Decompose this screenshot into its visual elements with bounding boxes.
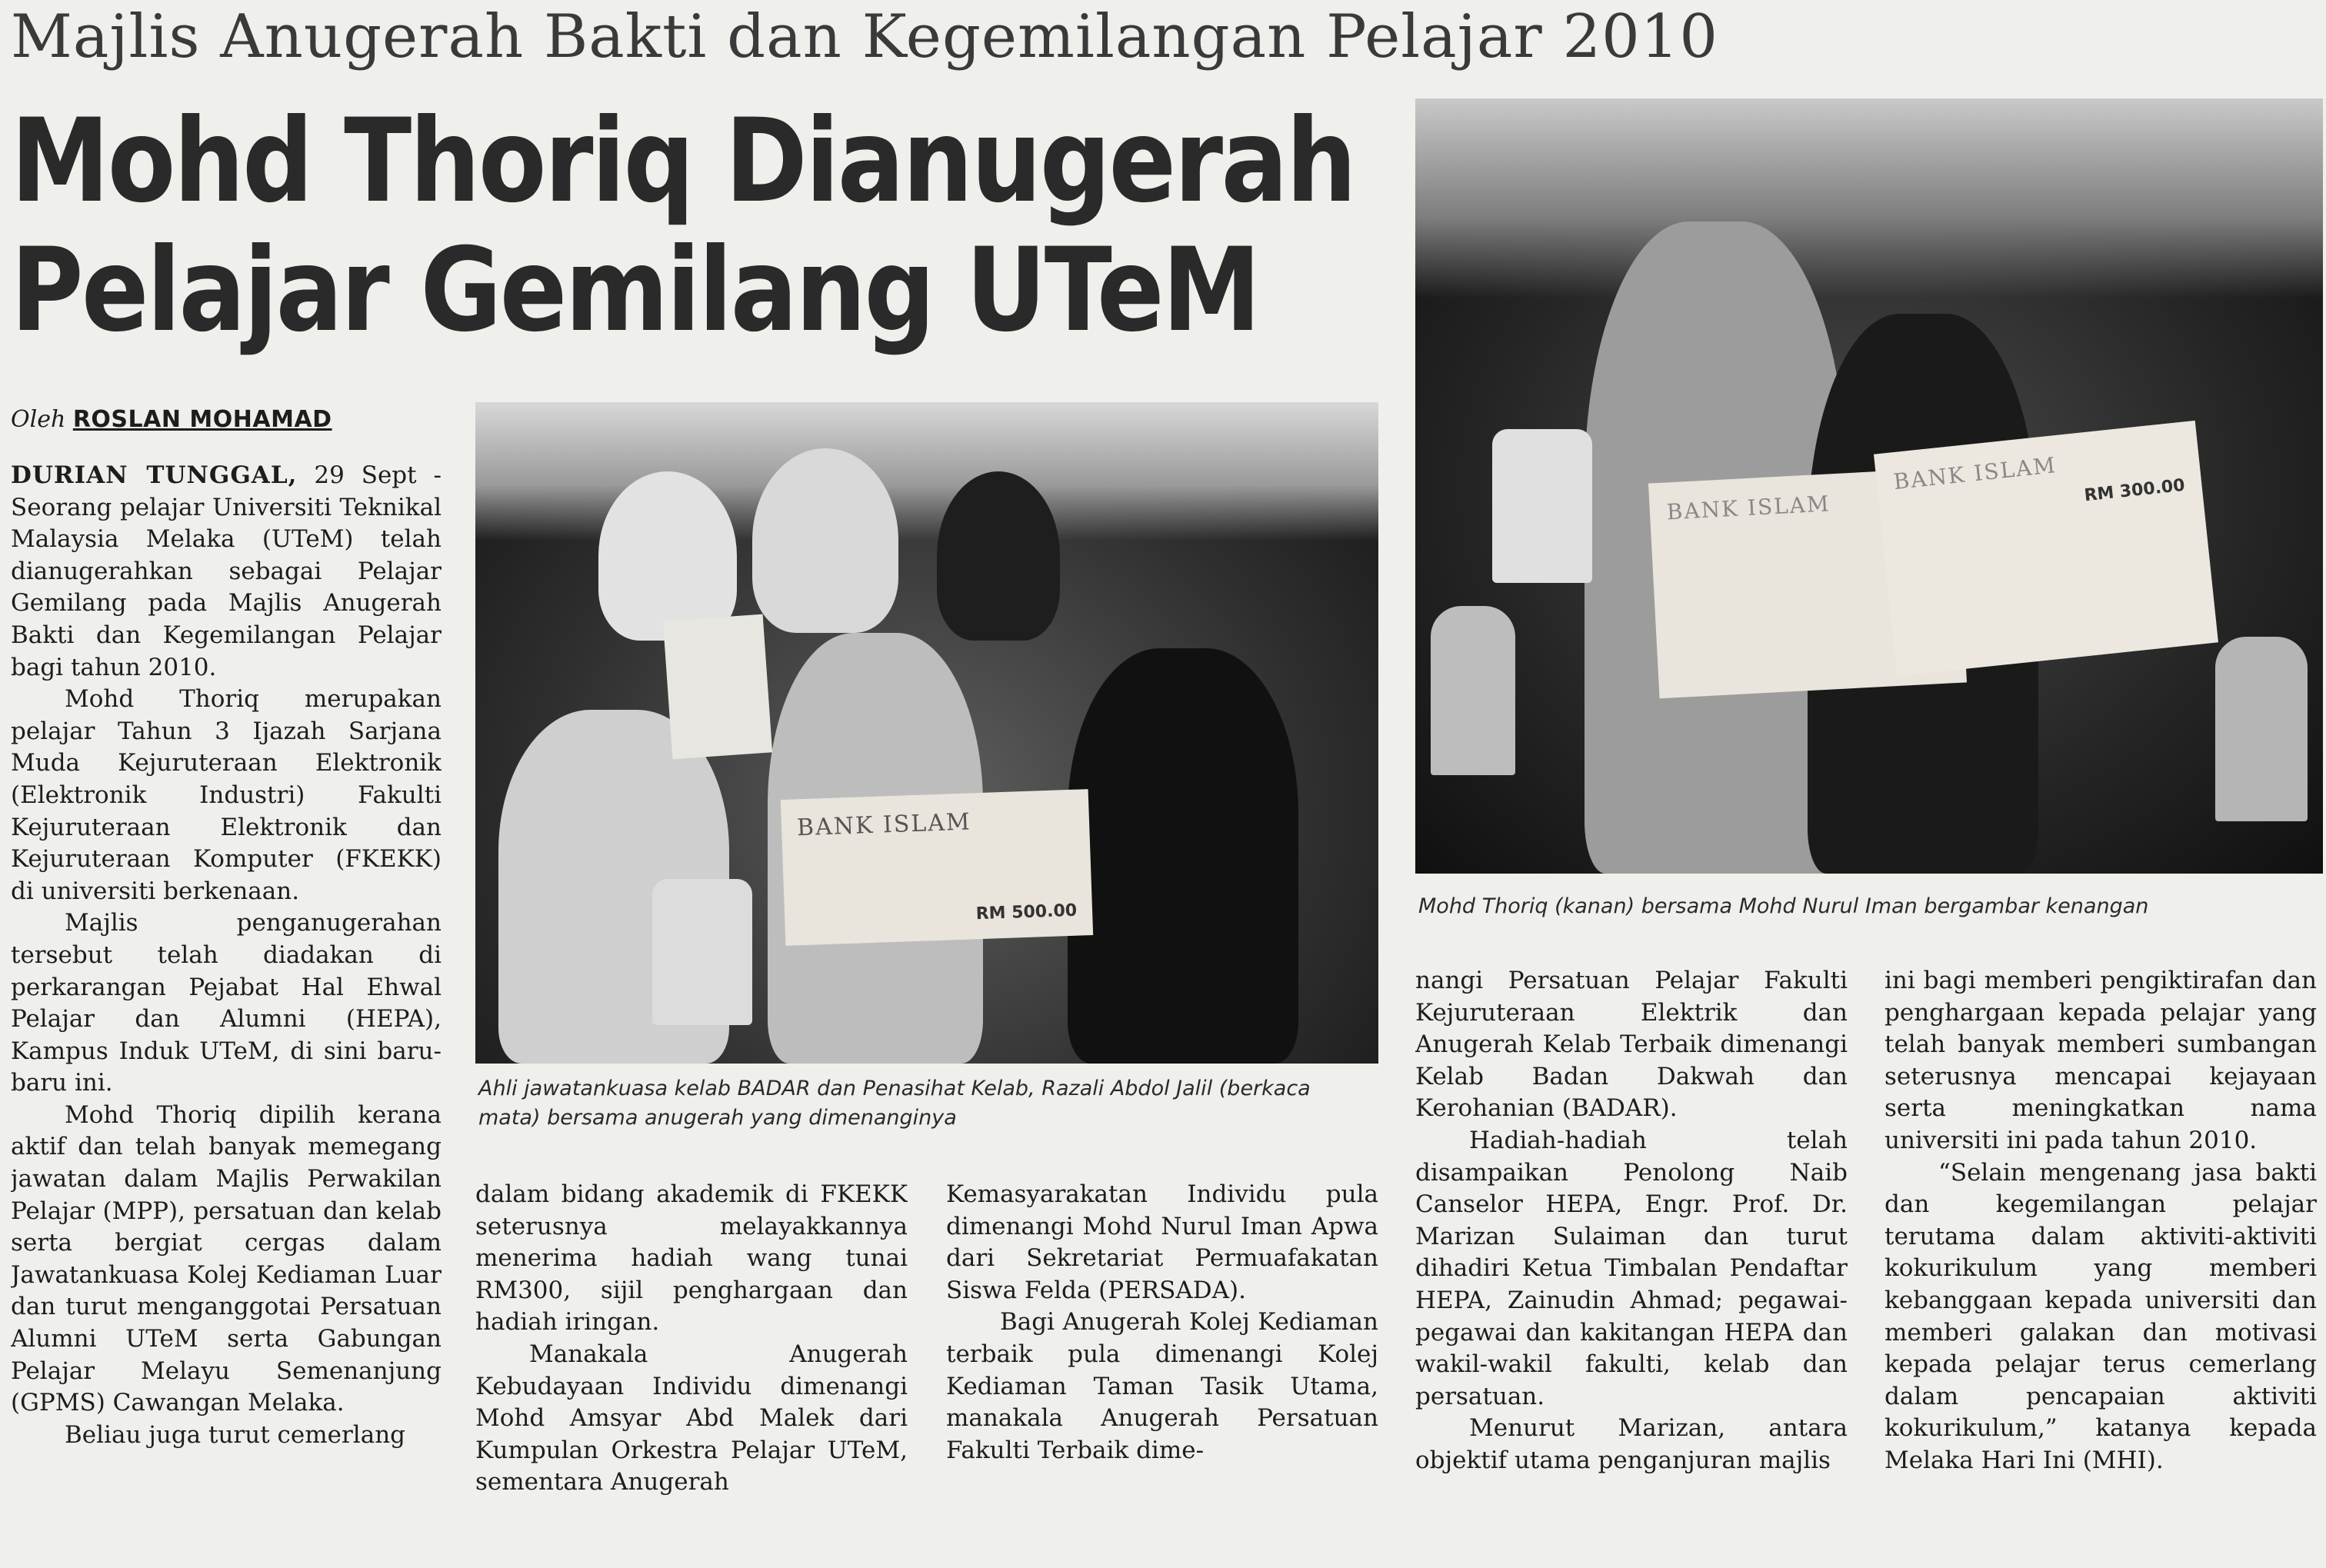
article-paragraph: Hadiah-hadiah telah disampaikan Penolong Naib Canselor HEPA, Engr. Prof. Dr. Marizan Sulaiman dan turut dihadiri Ketua Timbalan Pendaftar HEPA, Zainudin Ahmad; pegawai-pegawai dan kakitangan HEPA dan wakil-wakil fakulti, kelab dan persatuan. <box>1415 1126 1848 1410</box>
article-paragraph: “Selain mengenang jasa bakti dan kegemilangan pelajar terutama dalam aktiviti-aktiviti kokurikulum yang memberi kebanggaan kepada universiti dan memberi galakan dan motivasi kepada pelajar terus cemerlang dalam pencapaian aktiviti kokurikulum,” katanya kepada Melaka Hari Ini (MHI). <box>1884 1158 2317 1474</box>
headline-line-2: Pelajar Gemilang UTeM <box>11 224 1259 358</box>
bank-cheque <box>781 789 1093 946</box>
paragraph-text: 29 Sept - Seorang pelajar Universiti Teknikal Malaysia Melaka (UTeM) telah dianugerahkan sebagai Pelajar Gemilang pada Majlis Anugerah Bakti dan Kegemilangan Pelajar bagi tahun 2010. <box>11 461 442 681</box>
person-silhouette <box>598 471 737 641</box>
photo-mohd-thoriq <box>1415 98 2323 874</box>
certificate <box>663 614 772 760</box>
article-paragraph: Beliau juga turut cemerlang <box>65 1420 406 1449</box>
article-paragraph: ini bagi memberi pengiktirafan dan penghargaan kepada pelajar yang telah banyak memberi sumbangan seterusnya mencapai kejayaan serta meningkatkan nama universiti ini pada tahun 2010. <box>1884 967 2317 1154</box>
byline-author: ROSLAN MOHAMAD <box>72 406 332 433</box>
white-chair <box>1431 606 1515 775</box>
article-paragraph: dalam bidang akademik di FKEKK seterusnya melayakkannya menerima hadiah wang tunai RM300, sijil penghargaan dan hadiah iringan. <box>475 1180 908 1337</box>
article-column-2 <box>475 1179 908 1568</box>
article-paragraph: Kemasyarakatan Individu pula dimenangi Mohd Nurul Iman Apwa dari Sekretariat Permuafakatan Siswa Felda (PERSADA). <box>946 1180 1378 1304</box>
bank-cheque <box>1874 421 2218 676</box>
article-paragraph: nangi Persatuan Pelajar Fakulti Kejuruteraan Elektrik dan Anugerah Kelab Terbaik dimenangi Kelab Badan Dakwah dan Kerohanian (BADAR). <box>1415 967 1848 1123</box>
article-paragraph: Mohd Thoriq dipilih kerana aktif dan telah banyak memegang jawatan dalam Majlis Perwakilan Pelajar (MPP), persatuan dan kelab serta bergiat cergas dalam Jawatankuasa Kolej Kediaman Luar dan turut menganggotai Persatuan Alumni UTeM serta Gabungan Pelajar Melayu Semenanjung (GPMS) Cawangan Melaka. <box>11 1100 442 1417</box>
trophy <box>1492 429 1592 583</box>
byline <box>11 406 332 433</box>
article-paragraph: Menurut Marizan, antara objektif utama penganjuran majlis <box>1415 1414 1848 1474</box>
photo-badar-committee <box>475 402 1378 1064</box>
person-silhouette <box>1068 648 1298 1064</box>
article-paragraph: Bagi Anugerah Kolej Kediaman terbaik pula dimenangi Kolej Kediaman Taman Tasik Utama, manakala Anugerah Persatuan Fakulti Terbaik dime- <box>946 1308 1378 1464</box>
dateline: DURIAN TUNGGAL, <box>11 461 298 489</box>
article-column-4 <box>1415 965 1848 1568</box>
photo-1-caption: Ahli jawatankuasa kelab BADAR dan Penasihat Kelab, Razali Abdol Jalil (berkaca mata) bersama anugerah yang dimenanginya <box>478 1077 1311 1130</box>
cheque-brand: BANK ISLAM <box>1892 452 2058 495</box>
trophy <box>652 879 752 1025</box>
tent-canopy <box>1415 98 2323 298</box>
cheque-brand: BANK ISLAM <box>796 808 972 842</box>
person-silhouette <box>752 448 898 633</box>
article-column-1 <box>11 460 442 1568</box>
article-column-5 <box>1884 965 2317 1568</box>
article-paragraph: Majlis penganugerahan tersebut telah diadakan di perkarangan Pejabat Hal Ehwal Pelajar dan Alumni (HEPA), Kampus Induk UTeM, di sini baru-baru ini. <box>11 909 442 1097</box>
photo-2-caption: Mohd Thoriq (kanan) bersama Mohd Nurul Iman bergambar kenangan <box>1418 894 2149 918</box>
cheque-brand: BANK ISLAM <box>1666 491 1831 525</box>
white-chair <box>2215 637 2308 821</box>
article-column-3 <box>946 1179 1378 1568</box>
cheque-amount: RM 500.00 <box>975 901 1078 924</box>
article-paragraph <box>11 460 442 684</box>
person-silhouette <box>937 471 1060 641</box>
byline-prefix: Oleh <box>11 406 66 433</box>
headline-line-1: Mohd Thoriq Dianugerah <box>11 95 1355 228</box>
kicker-title: Majlis Anugerah Bakti dan Kegemilangan Pelajar 2010 <box>11 2 1718 72</box>
article-paragraph: Manakala Anugerah Kebudayaan Individu dimenangi Mohd Amsyar Abd Malek dari Kumpulan Orkestra Pelajar UTeM, sementara Anugerah <box>475 1340 908 1496</box>
article-paragraph: Mohd Thoriq merupakan pelajar Tahun 3 Ijazah Sarjana Muda Kejuruteraan Elektronik (Elektronik Industri) Fakulti Kejuruteraan Elektronik dan Kejuruteraan Komputer (FKEKK) di universiti berkenaan. <box>11 685 442 905</box>
cheque-amount: RM 300.00 <box>2083 475 2186 506</box>
